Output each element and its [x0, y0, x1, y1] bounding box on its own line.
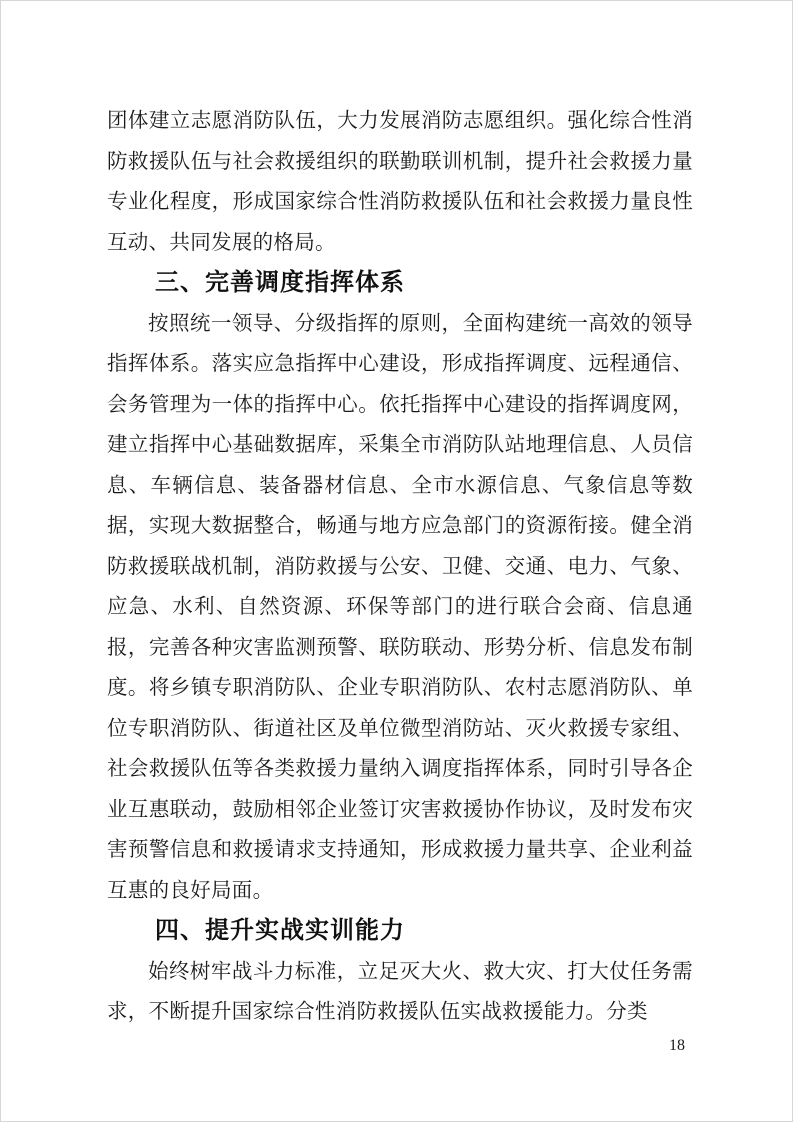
paragraph-continuation: 团体建立志愿消防队伍，大力发展消防志愿组织。强化综合性消防救援队伍与社会救援组织的联勤联训机制，提升社会救援力量专业化程度，形成国家综合性消防救援队伍和社会救援力量良性互动、共同发展的格局。 [107, 110, 693, 254]
section-heading-3: 三、完善调度指挥体系 [155, 269, 405, 296]
paragraph-section-3: 按照统一领导、分级指挥的原则，全面构建统一高效的领导指挥体系。落实应急指挥中心建设，形成指挥调度、远程通信、会务管理为一体的指挥中心。依托指挥中心建设的指挥调度网，建立指挥中心基础数据库，采集全市消防队站地理信息、人员信息、车辆信息、装备器材信息、全市水源信息、气象信息等数据，实现大数据整合，畅通与地方应急部门的资源衔接。健全消防救援联战机制，消防救援与公安、卫健、交通、电力、气象、应急、水利、自然资源、环保等部门的进行联合会商、信息通报，完善各种灾害监测预警、联防联动、形势分析、信息发布制度。将乡镇专职消防队、企业专职消防队、农村志愿消防队、单位专职消防队、街道社区及单位微型消防站、灭火救援专家组、社会救援队伍等各类救援力量纳入调度指挥体系，同时引导各企业互惠联动，鼓励相邻企业签订灾害救援协作协议，及时发布灾害预警信息和救援请求支持通知，形成救援力量共享、企业利益互惠的良好局面。 [107, 312, 693, 902]
paragraph-section-4: 始终树牢战斗力标准，立足灭大火、救大灾、打大仗任务需求，不断提升国家综合性消防救援队伍实战救援能力。分类 [107, 960, 693, 1023]
document-content [107, 101, 693, 1033]
section-heading-4: 四、提升实战实训能力 [155, 917, 405, 944]
page-number: 18 [669, 1037, 685, 1054]
